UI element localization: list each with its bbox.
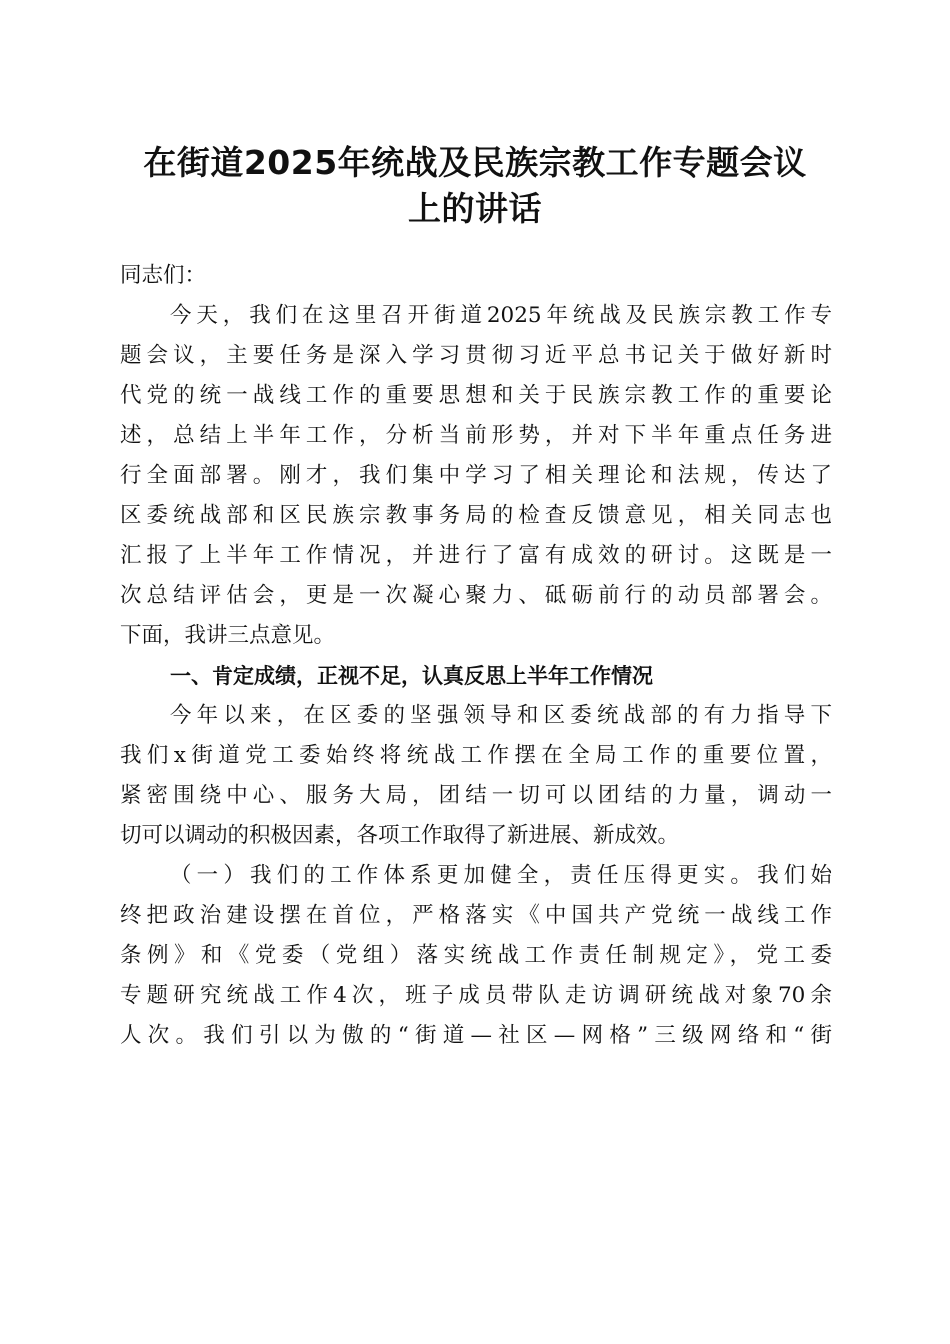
paragraph-line: 切可以调动的积极因素，各项工作取得了新进展、新成效。 [120,823,680,848]
paragraph-line: 述，总结上半年工作，分析当前形势，并对下半年重点任务进 [120,423,832,448]
greeting: 同志们： [120,263,207,288]
paragraph-line: 条例》和《党委（党组）落实统战工作责任制规定》，党工委 [120,943,832,968]
paragraph-line: 我们x街道党工委始终将统战工作摆在全局工作的重要位置， [120,743,832,768]
document-body [120,256,832,1056]
paragraph-line: 下面，我讲三点意见。 [120,623,336,648]
paragraph-line: 汇报了上半年工作情况，并进行了富有成效的研讨。这既是一 [120,543,832,568]
paragraph-line: 次总结评估会，更是一次凝心聚力、砥砺前行的动员部署会。 [120,583,832,608]
document-title-line-1: 在街道2025年统战及民族宗教工作专题会议 [143,143,807,182]
paragraph-achievements [120,696,832,856]
paragraph-line: 今天，我们在这里召开街道2025年统战及民族宗教工作专 [170,303,832,328]
paragraph-line: 代党的统一战线工作的重要思想和关于民族宗教工作的重要论 [120,383,832,408]
paragraph-line: 区委统战部和区民族宗教事务局的检查反馈意见，相关同志也 [120,503,832,528]
paragraph-line: 紧密围绕中心、服务大局，团结一切可以团结的力量，调动一 [120,783,832,808]
paragraph-line: 专题研究统战工作4次，班子成员带队走访调研统战对象70余 [120,983,832,1008]
document-title-line-2: 上的讲话 [408,189,542,228]
paragraph-line: 今年以来，在区委的坚强领导和区委统战部的有力指导下 [170,703,832,728]
paragraph-line: 行全面部署。刚才，我们集中学习了相关理论和法规，传达了 [120,463,832,488]
paragraph-line: 人次。我们引以为傲的“街道—社区—网格”三级网络和“街 [120,1023,832,1048]
paragraph-opening [120,296,832,656]
section-heading-1: 一、肯定成绩，正视不足，认真反思上半年工作情况 [170,664,653,688]
paragraph-line: 题会议，主要任务是深入学习贯彻习近平总书记关于做好新时 [120,343,832,368]
paragraph-work-system [120,856,832,1056]
paragraph-line: （一）我们的工作体系更加健全，责任压得更实。我们始 [170,863,832,888]
paragraph-line: 终把政治建设摆在首位，严格落实《中国共产党统一战线工作 [120,903,832,928]
